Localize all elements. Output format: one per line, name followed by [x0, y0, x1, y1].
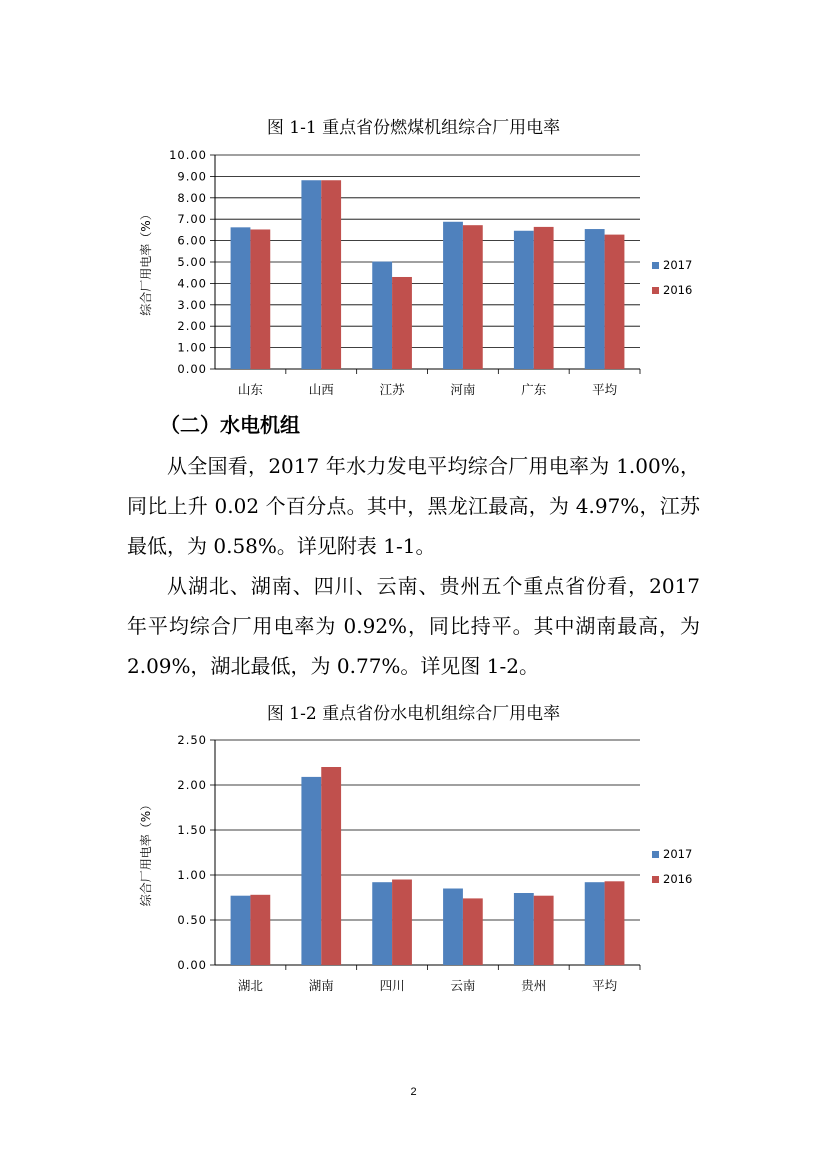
figure-2-title: 图 1-2 重点省份水电机组综合厂用电率: [266, 704, 561, 724]
paragraph-provinces: 从湖北、湖南、四川、云南、贵州五个重点省份看，2017 年平均综合厂用电率为 0.92%，同比持平。其中湖南最高，为 2.09%，湖北最低，为 0.77%。详见图 1-2。: [127, 574, 700, 678]
bar-2016-云南: [463, 898, 483, 965]
chart-coal-power-rate: [0, 140, 827, 405]
bar-2016-平均: [605, 235, 625, 369]
y-tick-label: 3.00: [177, 297, 207, 312]
y-tick-label: 1.00: [177, 340, 207, 355]
x-tick-label: 江苏: [379, 382, 405, 397]
bar-2016-广东: [534, 227, 554, 369]
section-heading: （二）水电机组: [160, 413, 300, 437]
figure-1-title: 图 1-1 重点省份燃煤机组综合厂用电率: [266, 118, 561, 138]
y-tick-label: 9.00: [177, 169, 207, 184]
x-tick-label: 平均: [592, 978, 618, 993]
bar-2017-广东: [514, 231, 534, 369]
bar-2017-河南: [443, 222, 463, 369]
x-tick-label: 河南: [450, 382, 476, 397]
x-tick-label: 云南: [450, 978, 476, 993]
x-tick-label: 四川: [379, 978, 405, 993]
legend-label: 2016: [663, 872, 693, 886]
y-tick-label: 7.00: [177, 212, 207, 227]
x-tick-label: 山东: [237, 382, 263, 397]
y-axis-title: 综合厂用电率（%）: [139, 208, 153, 316]
bar-2017-云南: [443, 889, 463, 966]
bar-2017-山东: [231, 227, 251, 369]
bar-2017-平均: [585, 882, 605, 965]
legend-swatch: [652, 262, 659, 269]
y-axis-title: 综合厂用电率（%）: [139, 798, 153, 907]
x-tick-label: 贵州: [521, 978, 547, 993]
legend-swatch: [652, 876, 659, 883]
y-tick-label: 5.00: [177, 255, 207, 269]
bar-2016-湖南: [321, 767, 341, 965]
bar-2017-湖南: [301, 777, 321, 965]
bar-2016-贵州: [534, 896, 554, 965]
y-tick-label: 0.00: [177, 362, 207, 376]
bar-2016-河南: [463, 225, 483, 369]
bar-2017-四川: [372, 882, 392, 965]
y-tick-label: 1.00: [177, 868, 207, 882]
legend-label: 2017: [663, 847, 693, 861]
y-tick-label: 8.00: [177, 190, 207, 205]
x-tick-label: 广东: [521, 382, 547, 397]
y-tick-label: 6.00: [177, 233, 207, 248]
y-tick-label: 2.00: [177, 319, 207, 334]
legend-label: 2017: [663, 258, 693, 272]
bar-2017-江苏: [372, 262, 392, 369]
bar-2016-山西: [321, 180, 341, 369]
bar-2017-山西: [301, 180, 321, 369]
bar-2017-贵州: [514, 893, 534, 965]
legend-swatch: [652, 851, 659, 858]
bar-2016-江苏: [392, 277, 412, 369]
bar-2016-四川: [392, 880, 412, 966]
paragraph-national: 从全国看，2017 年水力发电平均综合厂用电率为 1.00%，同比上升 0.02 个百分点。其中，黑龙江最高，为 4.97%，江苏最低，为 0.58%。详见附表 1-1。: [127, 454, 700, 558]
bar-2016-湖北: [250, 895, 270, 965]
x-tick-label: 湖南: [308, 978, 334, 993]
bar-2016-平均: [605, 881, 625, 965]
y-tick-label: 2.00: [177, 778, 207, 792]
legend-label: 2016: [663, 283, 693, 297]
bar-2017-湖北: [231, 896, 251, 965]
page-number: 2: [410, 1086, 417, 1098]
y-tick-label: 2.50: [177, 733, 207, 747]
y-tick-label: 1.50: [177, 823, 207, 837]
y-tick-label: 0.50: [177, 913, 207, 927]
x-tick-label: 山西: [308, 382, 334, 397]
x-tick-label: 湖北: [237, 978, 263, 993]
y-tick-label: 10.00: [169, 148, 207, 162]
chart-hydro-power-rate: [0, 728, 827, 998]
x-tick-label: 平均: [592, 382, 618, 397]
bar-2016-山东: [250, 229, 270, 369]
y-tick-label: 4.00: [177, 276, 207, 291]
legend-swatch: [652, 287, 659, 294]
y-tick-label: 0.00: [177, 958, 207, 972]
bar-2017-平均: [585, 229, 605, 369]
